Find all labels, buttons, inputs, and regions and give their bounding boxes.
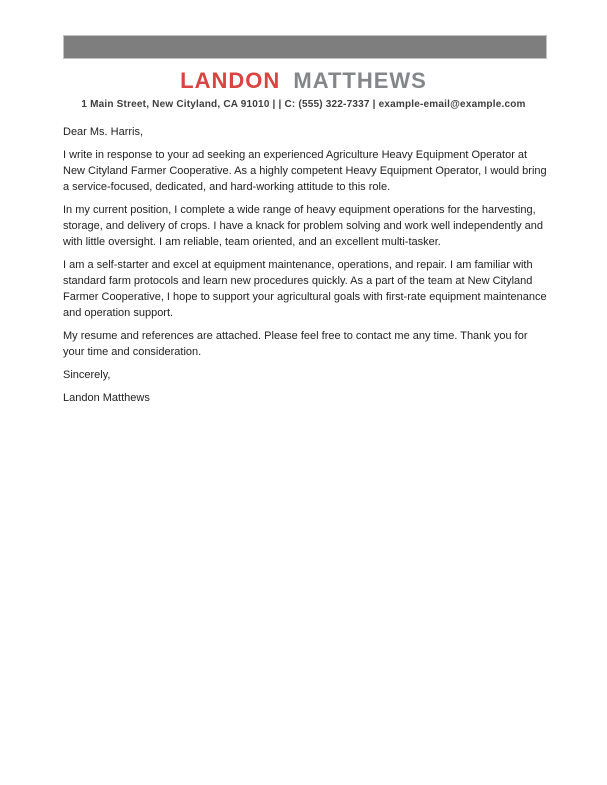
letter-paragraph: In my current position, I complete a wide range of heavy equipment operations for the harvesting, storage, and delivery of crops. I have a knack for problem solving and work well independently and with little oversight. I am reliable, team oriented, and an excellent multi-tasker. [63, 204, 543, 248]
page-title [0, 68, 607, 94]
salutation: Dear Ms. Harris, [63, 126, 144, 138]
header-accent-bar [63, 35, 547, 59]
letter-paragraph: I am a self-starter and excel at equipment maintenance, operations, and repair. I am familiar with standard farm protocols and learn new procedures quickly. As a part of the team at New Cityland Farmer Cooperative, I hope to support your agricultural goals with first-rate equipment maintenance and operation support. [63, 259, 547, 319]
letter-body [63, 124, 550, 406]
closing: Sincerely, [63, 369, 111, 381]
name-last: MATTHEWS [293, 68, 427, 93]
signature: Landon Matthews [63, 392, 150, 404]
letter-paragraph: My resume and references are attached. Please feel free to contact me any time. Thank you for your time and consideration. [63, 330, 528, 358]
contact-info: 1 Main Street, New Cityland, CA 91010 | | C: (555) 322-7337 | example-email@example.com [81, 99, 526, 110]
letter-paragraph: I write in response to your ad seeking an experienced Agriculture Heavy Equipment Operator at New Cityland Farmer Cooperative. As a highly competent Heavy Equipment Operator, I would bring a service-focused, dedicated, and hard-working attitude to this role. [63, 149, 547, 193]
name-first: LANDON [180, 68, 281, 93]
